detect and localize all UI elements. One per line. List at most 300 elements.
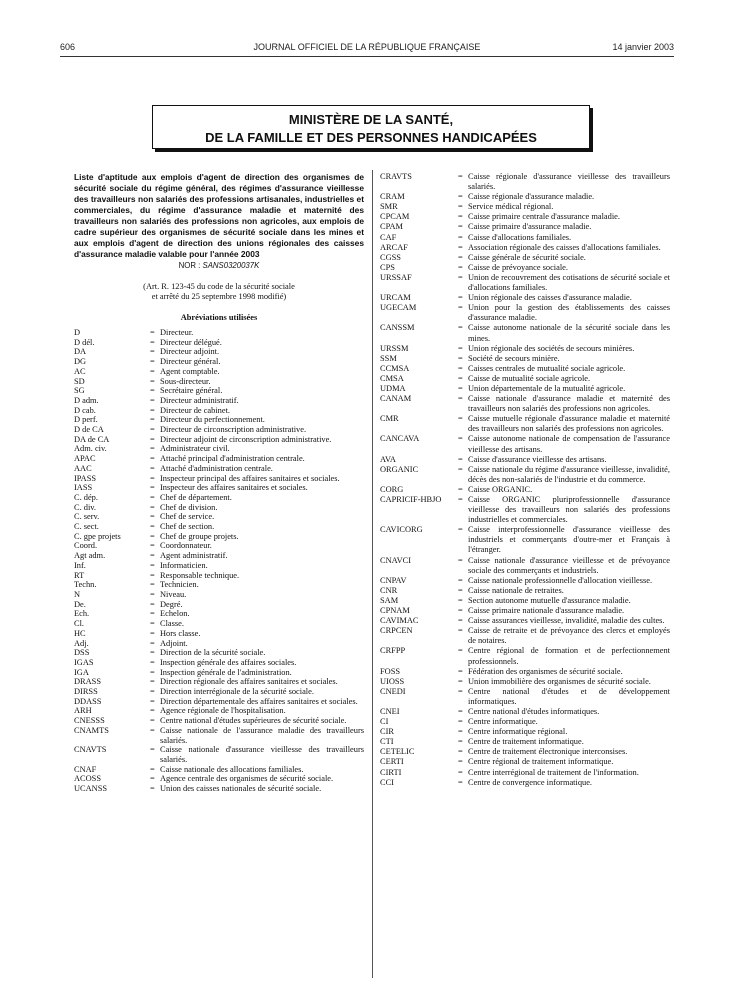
abbreviation-term: CNEDI [380, 686, 406, 696]
abbreviation-row [380, 586, 670, 596]
abbreviation-row [380, 677, 670, 687]
abbreviation-term: D cab. [74, 405, 96, 415]
abbreviation-term: CAPRICIF-HBJO [380, 495, 442, 504]
abbreviation-term: DG [74, 357, 87, 367]
abbreviation-definition: Fédération des organismes de sécurité sociale. [468, 666, 623, 676]
equals-sign: = [150, 454, 155, 464]
abbreviation-term: CCI [380, 777, 394, 787]
abbreviation-term: CNEI [380, 706, 400, 716]
abbreviation-row [74, 464, 364, 474]
abbreviation-definition: Union des caisses nationales de sécurité sociale. [160, 784, 322, 794]
abbreviation-term: D dél. [74, 337, 95, 347]
abbreviation-definition: Caisse d'allocations familiales. [468, 232, 572, 242]
abbreviation-term: Adj. [74, 638, 89, 648]
abbreviation-term: IASS [74, 483, 93, 493]
abbreviation-term: CAVIMAC [380, 616, 419, 626]
abbreviation-term: Cl. [74, 619, 85, 629]
abbreviation-term: DDASS [74, 696, 102, 706]
abbreviation-row [380, 737, 670, 747]
abbreviation-definition: Chef de département. [160, 492, 232, 502]
abbreviation-row [380, 576, 670, 586]
abbreviation-term: AAC [74, 463, 92, 473]
abbreviation-definition: Direction de la sécurité sociale. [160, 648, 266, 658]
equals-sign: = [458, 414, 463, 424]
abbreviation-row [380, 344, 670, 354]
equals-sign: = [458, 727, 463, 737]
equals-sign: = [150, 463, 155, 473]
equals-sign: = [150, 677, 155, 687]
equals-sign: = [150, 512, 155, 522]
equals-sign: = [458, 666, 463, 676]
equals-sign: = [458, 373, 463, 383]
abbreviation-term: N [74, 589, 81, 599]
abbreviation-row [74, 784, 364, 794]
abbreviation-definition: Centre national d'études et de développement informatiques. [468, 686, 670, 706]
abbreviation-definition: Hors classe. [160, 628, 201, 638]
abbreviation-row [74, 454, 364, 464]
abbreviation-term: CPCAM [380, 212, 410, 222]
page-header [60, 42, 674, 56]
abbreviation-term: CNR [380, 585, 398, 595]
equals-sign: = [458, 363, 463, 373]
abbreviation-term: C. serv. [74, 512, 100, 522]
abbreviation-row [74, 658, 364, 668]
abbreviation-row [380, 253, 670, 263]
abbreviation-row [74, 619, 364, 629]
abbreviation-definition: Inspection générale des affaires sociales. [160, 657, 297, 667]
abbreviation-definition: Directeur général. [160, 357, 221, 367]
equals-sign: = [150, 551, 155, 561]
abbreviation-definition: Caisse ORGANIC pluriprofessionnelle d'assurance vieillesse des travailleurs non salariés des professions industrielles et commerciales. [468, 495, 670, 525]
abbreviation-row [380, 626, 670, 646]
equals-sign: = [150, 395, 155, 405]
equals-sign: = [150, 541, 155, 551]
abbreviation-row [380, 556, 670, 576]
abbreviation-term: HC [74, 628, 86, 638]
abbreviation-term: CIR [380, 727, 394, 737]
abbreviation-definition: Directeur administratif. [160, 395, 239, 405]
abbreviation-definition: Directeur. [160, 328, 194, 337]
equals-sign: = [150, 405, 155, 415]
abbreviation-definition: Caisse primaire nationale d'assurance maladie. [468, 606, 625, 616]
equals-sign: = [150, 425, 155, 435]
abbreviation-definition: Union immobilière des organismes de sécurité sociale. [468, 676, 651, 686]
abbreviation-term: CRAVTS [380, 172, 412, 181]
equals-sign: = [458, 585, 463, 595]
abbreviation-definition: Directeur du perfectionnement. [160, 415, 265, 425]
abbreviation-row [380, 495, 670, 525]
abbreviation-term: DA [74, 347, 87, 357]
abbreviation-row [380, 596, 670, 606]
abbreviation-definition: Caisse nationale des allocations familiales. [160, 764, 304, 774]
abbreviation-term: Adm. civ. [74, 444, 107, 454]
column-divider [372, 170, 373, 978]
abbreviations-heading: Abréviations utilisées [180, 313, 258, 322]
equals-sign: = [458, 595, 463, 605]
right-column [380, 172, 670, 788]
abbreviation-row [74, 522, 364, 532]
abbreviation-term: SG [74, 386, 85, 396]
abbreviation-term: SAM [380, 595, 399, 605]
abbreviation-term: CNAVTS [74, 745, 107, 755]
abbreviation-definition: Informaticien. [160, 560, 208, 570]
abbreviation-term: CPS [380, 262, 395, 272]
abbreviation-definition: Directeur adjoint de circonscription administrative. [160, 434, 332, 444]
abbreviation-row [74, 639, 364, 649]
equals-sign: = [458, 555, 463, 565]
abbreviation-definition: Centre national d'études informatiques. [468, 706, 600, 716]
abbreviation-definition: Centre de convergence informatique. [468, 777, 593, 787]
equals-sign: = [458, 464, 463, 474]
abbreviation-definition: Technicien. [160, 580, 199, 590]
abbreviation-row [74, 444, 364, 454]
abbreviation-definition: Union pour la gestion des établissements des caisses d'assurance maladie. [468, 303, 670, 323]
abbreviation-row [380, 212, 670, 222]
abbreviation-definition: Union départementale de la mutualité agricole. [468, 383, 626, 393]
abbreviation-definition: Caisse mutuelle régionale d'assurance maladie et maternité des travailleurs non salariés des professions non agricoles. [468, 414, 670, 434]
abbreviation-definition: Caisse nationale de retraites. [468, 585, 564, 595]
abbreviation-definition: Caisse primaire d'assurance maladie. [468, 222, 592, 232]
abbreviation-definition: Caisse de retraite et de prévoyance des clercs et employés de notaires. [468, 626, 670, 646]
abbreviation-definition: Chef de division. [160, 502, 218, 512]
abbreviation-row [380, 364, 670, 374]
abbreviation-row [74, 668, 364, 678]
abbreviation-term: URSSAF [380, 272, 412, 282]
abbreviation-definition: Directeur adjoint. [160, 347, 220, 357]
abbreviation-term: DIRSS [74, 687, 98, 697]
equals-sign: = [150, 638, 155, 648]
page-number: 606 [60, 42, 76, 52]
abbreviation-term: CGSS [380, 252, 401, 262]
abbreviation-term: Coord. [74, 541, 98, 551]
abbreviation-row [74, 726, 364, 745]
abbreviation-definition: Caisse d'assurance vieillesse des artisans. [468, 454, 607, 464]
equals-sign: = [150, 716, 155, 726]
legal-reference-line-2: et arrêté du 25 septembre 1998 modifié) [151, 292, 287, 301]
equals-sign: = [458, 394, 463, 404]
abbreviation-term: DRASS [74, 677, 101, 687]
abbreviation-list-right [380, 172, 670, 788]
abbreviation-row [74, 590, 364, 600]
abbreviation-row [380, 646, 670, 666]
ministry-box [152, 105, 590, 149]
abbreviation-row [380, 323, 670, 343]
abbreviation-definition: Attaché principal d'administration centrale. [160, 454, 305, 464]
equals-sign: = [150, 560, 155, 570]
abbreviation-definition: Direction régionale des affaires sanitaires et sociales. [160, 677, 338, 687]
equals-sign: = [458, 222, 463, 232]
equals-sign: = [150, 337, 155, 347]
abbreviation-row [380, 263, 670, 273]
abbreviation-term: CRAM [380, 192, 405, 202]
equals-sign: = [150, 531, 155, 541]
abbreviation-row [74, 493, 364, 503]
equals-sign: = [150, 609, 155, 619]
equals-sign: = [150, 328, 155, 337]
abbreviation-term: CERTI [380, 757, 404, 767]
equals-sign: = [150, 434, 155, 444]
abbreviation-row [380, 273, 670, 293]
abbreviation-definition: Union régionale des caisses d'assurance maladie. [468, 293, 632, 303]
abbreviation-row [74, 648, 364, 658]
abbreviation-term: CNAVCI [380, 555, 412, 565]
abbreviation-list-left [74, 328, 364, 794]
abbreviation-term: URSSM [380, 343, 409, 353]
abbreviation-row [74, 697, 364, 707]
equals-sign: = [458, 646, 463, 656]
equals-sign: = [150, 648, 155, 658]
abbreviation-definition: Caisse générale de sécurité sociale. [468, 252, 586, 262]
equals-sign: = [458, 616, 463, 626]
abbreviation-definition: Sous-directeur. [160, 376, 211, 386]
ministry-line-1: MINISTÈRE DE LA SANTÉ, [288, 112, 454, 127]
abbreviation-term: CPAM [380, 222, 403, 232]
abbreviation-row [380, 222, 670, 232]
abbreviation-row [380, 434, 670, 454]
equals-sign: = [458, 242, 463, 252]
equals-sign: = [458, 293, 463, 303]
equals-sign: = [150, 570, 155, 580]
equals-sign: = [458, 303, 463, 313]
abbreviation-row [380, 394, 670, 414]
abbreviation-row [380, 354, 670, 364]
abbreviation-definition: Union régionale des sociétés de secours minières. [468, 343, 635, 353]
equals-sign: = [458, 232, 463, 242]
equals-sign: = [458, 343, 463, 353]
abbreviation-row [74, 406, 364, 416]
abbreviation-term: D [74, 328, 81, 337]
abbreviation-definition: Niveau. [160, 589, 187, 599]
equals-sign: = [150, 706, 155, 716]
abbreviation-term: CI [380, 717, 389, 727]
equals-sign: = [458, 353, 463, 363]
abbreviation-row [74, 435, 364, 445]
abbreviation-definition: Caisse autonome nationale de la sécurité sociale dans les mines. [468, 323, 670, 343]
abbreviation-row [74, 415, 364, 425]
equals-sign: = [150, 502, 155, 512]
abbreviation-row [380, 606, 670, 616]
abbreviation-definition: Responsable technique. [160, 570, 240, 580]
abbreviation-row [380, 374, 670, 384]
equals-sign: = [458, 525, 463, 535]
equals-sign: = [150, 357, 155, 367]
abbreviation-row [380, 707, 670, 717]
equals-sign: = [458, 434, 463, 444]
abbreviation-term: IGA [74, 667, 89, 677]
abbreviation-definition: Caisse nationale de l'assurance maladie des travailleurs salariés. [160, 725, 364, 745]
abbreviation-term: URCAM [380, 293, 411, 303]
equals-sign: = [150, 366, 155, 376]
abbreviation-term: CAF [380, 232, 397, 242]
abbreviation-term: CETELIC [380, 747, 415, 757]
abbreviation-row [380, 172, 670, 192]
abbreviation-definition: Centre informatique régional. [468, 727, 568, 737]
abbreviation-term: ARCAF [380, 242, 408, 252]
equals-sign: = [150, 522, 155, 532]
nor-code: SANS0320037K [202, 261, 260, 270]
abbreviation-row [74, 347, 364, 357]
abbreviation-term: C. gpe projets [74, 531, 121, 541]
abbreviation-row [380, 233, 670, 243]
abbreviation-term: IPASS [74, 473, 97, 483]
abbreviation-definition: Caisse nationale d'assurance vieillesse et de prévoyance sociale des commerçants et industriels. [468, 555, 670, 575]
equals-sign: = [458, 212, 463, 222]
ministry-line-2: DE LA FAMILLE ET DES PERSONNES HANDICAPÉES [205, 130, 537, 145]
abbreviation-row [380, 303, 670, 323]
abbreviation-definition: Association régionale des caisses d'allocations familiales. [468, 242, 661, 252]
abbreviation-definition: Agence centrale des organismes de sécurité sociale. [160, 774, 334, 784]
issue-date: 14 janvier 2003 [612, 42, 674, 52]
abbreviation-definition: Inspection générale de l'administration. [160, 667, 292, 677]
equals-sign: = [150, 386, 155, 396]
abbreviation-definition: Chef de groupe projets. [160, 531, 239, 541]
abbreviation-definition: Classe. [160, 619, 184, 629]
abbreviation-term: CNESSS [74, 716, 105, 726]
abbreviation-row [74, 571, 364, 581]
abbreviation-term: Inf. [74, 560, 86, 570]
abbreviation-definition: Directeur délégué. [160, 337, 222, 347]
abbreviation-row [74, 716, 364, 726]
equals-sign: = [150, 774, 155, 784]
abbreviation-term: SD [74, 376, 85, 386]
legal-reference [74, 282, 364, 302]
abbreviation-term: CANAM [380, 394, 412, 404]
abbreviation-definition: Centre de traitement électronique interconsises. [468, 747, 628, 757]
abbreviation-row [74, 377, 364, 387]
equals-sign: = [458, 706, 463, 716]
abbreviation-row [380, 616, 670, 626]
abbreviation-term: Techn. [74, 580, 97, 590]
abbreviation-definition: Caisse interprofessionnelle d'assurance vieillesse des industriels et commerçants d'outre-mer et Français à l'étranger. [468, 525, 670, 555]
equals-sign: = [150, 745, 155, 755]
abbreviation-row [74, 396, 364, 406]
abbreviation-term: D adm. [74, 395, 99, 405]
abbreviation-definition: Chef de service. [160, 512, 215, 522]
equals-sign: = [458, 717, 463, 727]
equals-sign: = [458, 495, 463, 504]
abbreviation-term: SSM [380, 353, 397, 363]
abbreviation-row [380, 485, 670, 495]
abbreviation-row [74, 765, 364, 775]
abbreviation-row [74, 338, 364, 348]
abbreviation-row [74, 687, 364, 697]
abbreviation-row [74, 357, 364, 367]
equals-sign: = [150, 492, 155, 502]
abbreviation-term: CNAMTS [74, 725, 109, 735]
abbreviation-term: CANSSM [380, 323, 415, 333]
equals-sign: = [150, 619, 155, 629]
header-rule [60, 56, 674, 57]
abbreviation-term: D perf. [74, 415, 98, 425]
abbreviation-definition: Inspecteur principal des affaires sanitaires et sociales. [160, 473, 340, 483]
abbreviation-row [74, 541, 364, 551]
abbreviation-row [380, 384, 670, 394]
nor-reference [74, 261, 364, 270]
abbreviation-row [74, 580, 364, 590]
abbreviation-definition: Caisse de prévoyance sociale. [468, 262, 568, 272]
abbreviation-row [380, 192, 670, 202]
equals-sign: = [458, 747, 463, 757]
abbreviation-row [74, 561, 364, 571]
abbreviation-definition: Centre de traitement informatique. [468, 737, 584, 747]
abbreviation-row [74, 677, 364, 687]
abbreviation-definition: Caisse de mutualité sociale agricole. [468, 373, 591, 383]
legal-reference-line-1: (Art. R. 123-45 du code de la sécurité sociale [143, 282, 295, 291]
abbreviation-row [74, 745, 364, 764]
equals-sign: = [150, 599, 155, 609]
abbreviation-term: UCANSS [74, 784, 108, 794]
abbreviation-row [74, 503, 364, 513]
equals-sign: = [458, 192, 463, 202]
left-column [74, 172, 364, 794]
abbreviation-row [74, 328, 364, 338]
abbreviation-definition: Caisse nationale professionnelle d'allocation vieillesse. [468, 575, 653, 585]
abbreviation-term: CRFPP [380, 646, 406, 656]
abbreviation-row [380, 747, 670, 757]
abbreviation-term: Agt adm. [74, 551, 106, 561]
abbreviation-row [380, 525, 670, 555]
equals-sign: = [458, 767, 463, 777]
equals-sign: = [458, 676, 463, 686]
abbreviation-row [380, 727, 670, 737]
equals-sign: = [458, 777, 463, 787]
abbreviation-definition: Centre régional de traitement informatique. [468, 757, 614, 767]
equals-sign: = [150, 764, 155, 774]
abbreviation-term: APAC [74, 454, 96, 464]
abbreviation-term: CRPCEN [380, 626, 413, 636]
abbreviation-definition: Coordonnateur. [160, 541, 212, 551]
equals-sign: = [458, 172, 463, 181]
abbreviation-definition: Chef de section. [160, 522, 215, 532]
abbreviation-row [74, 609, 364, 619]
abbreviation-definition: Section autonome mutuelle d'assurance maladie. [468, 595, 631, 605]
abbreviation-row [74, 774, 364, 784]
abbreviation-definition: Centre national d'études supérieures de sécurité sociale. [160, 716, 347, 726]
abbreviation-term: C. div. [74, 502, 97, 512]
equals-sign: = [458, 484, 463, 494]
abbreviation-definition: Caisse autonome nationale de compensation de l'assurance vieillesse des artisans. [468, 434, 670, 454]
journal-title: JOURNAL OFFICIEL DE LA RÉPUBLIQUE FRANÇAISE [253, 42, 481, 52]
abbreviation-term: CMSA [380, 373, 404, 383]
abbreviation-row [380, 667, 670, 677]
abbreviation-definition: Caisse régionale d'assurance vieillesse des travailleurs salariés. [468, 172, 670, 192]
abbreviation-definition: Caisses centrales de mutualité sociale agricole. [468, 363, 626, 373]
abbreviation-term: CANCAVA [380, 434, 420, 444]
abbreviation-definition: Directeur de cabinet. [160, 405, 230, 415]
equals-sign: = [458, 606, 463, 616]
abbreviation-definition: Inspecteur des affaires sanitaires et sociales. [160, 483, 308, 493]
equals-sign: = [150, 483, 155, 493]
abbreviation-definition: Agent administratif. [160, 551, 228, 561]
abbreviation-term: CPNAM [380, 606, 410, 616]
abbreviation-row [74, 474, 364, 484]
abbreviation-definition: Adjoint. [160, 638, 188, 648]
abbreviation-row [380, 687, 670, 707]
abbreviation-definition: Société de secours minière. [468, 353, 560, 363]
abbreviation-term: UIOSS [380, 676, 405, 686]
abbreviation-definition: Union de recouvrement des cotisations de sécurité sociale et d'allocations familiales. [468, 272, 670, 293]
abbreviation-definition: Direction départementale des affaires sanitaires et sociales. [160, 696, 358, 706]
article-title: Liste d'aptitude aux emplois d'agent de direction des organismes de sécurité sociale du régime général, des régimes d'assurance vieillesse des travailleurs non salariés des professions artisanales, industrielles et commerciales, du régime d'assurance maladie et maternité des travailleurs non salariés des professions non agricoles, aux emplois de cadre supérieur des organismes de sécurité sociale dans les mines et aux emplois d'agent de direction des unions régionales des caisses d'assurance maladie valable pour l'année 2003 [74, 172, 364, 259]
abbreviation-term: ACOSS [74, 774, 101, 784]
abbreviation-term: ARH [74, 706, 92, 716]
abbreviation-definition: Service médical régional. [468, 202, 554, 212]
abbreviation-row [380, 768, 670, 778]
abbreviation-row [380, 414, 670, 434]
abbreviation-row [74, 425, 364, 435]
abbreviation-definition: Caisse ORGANIC. [468, 484, 533, 494]
equals-sign: = [458, 262, 463, 272]
